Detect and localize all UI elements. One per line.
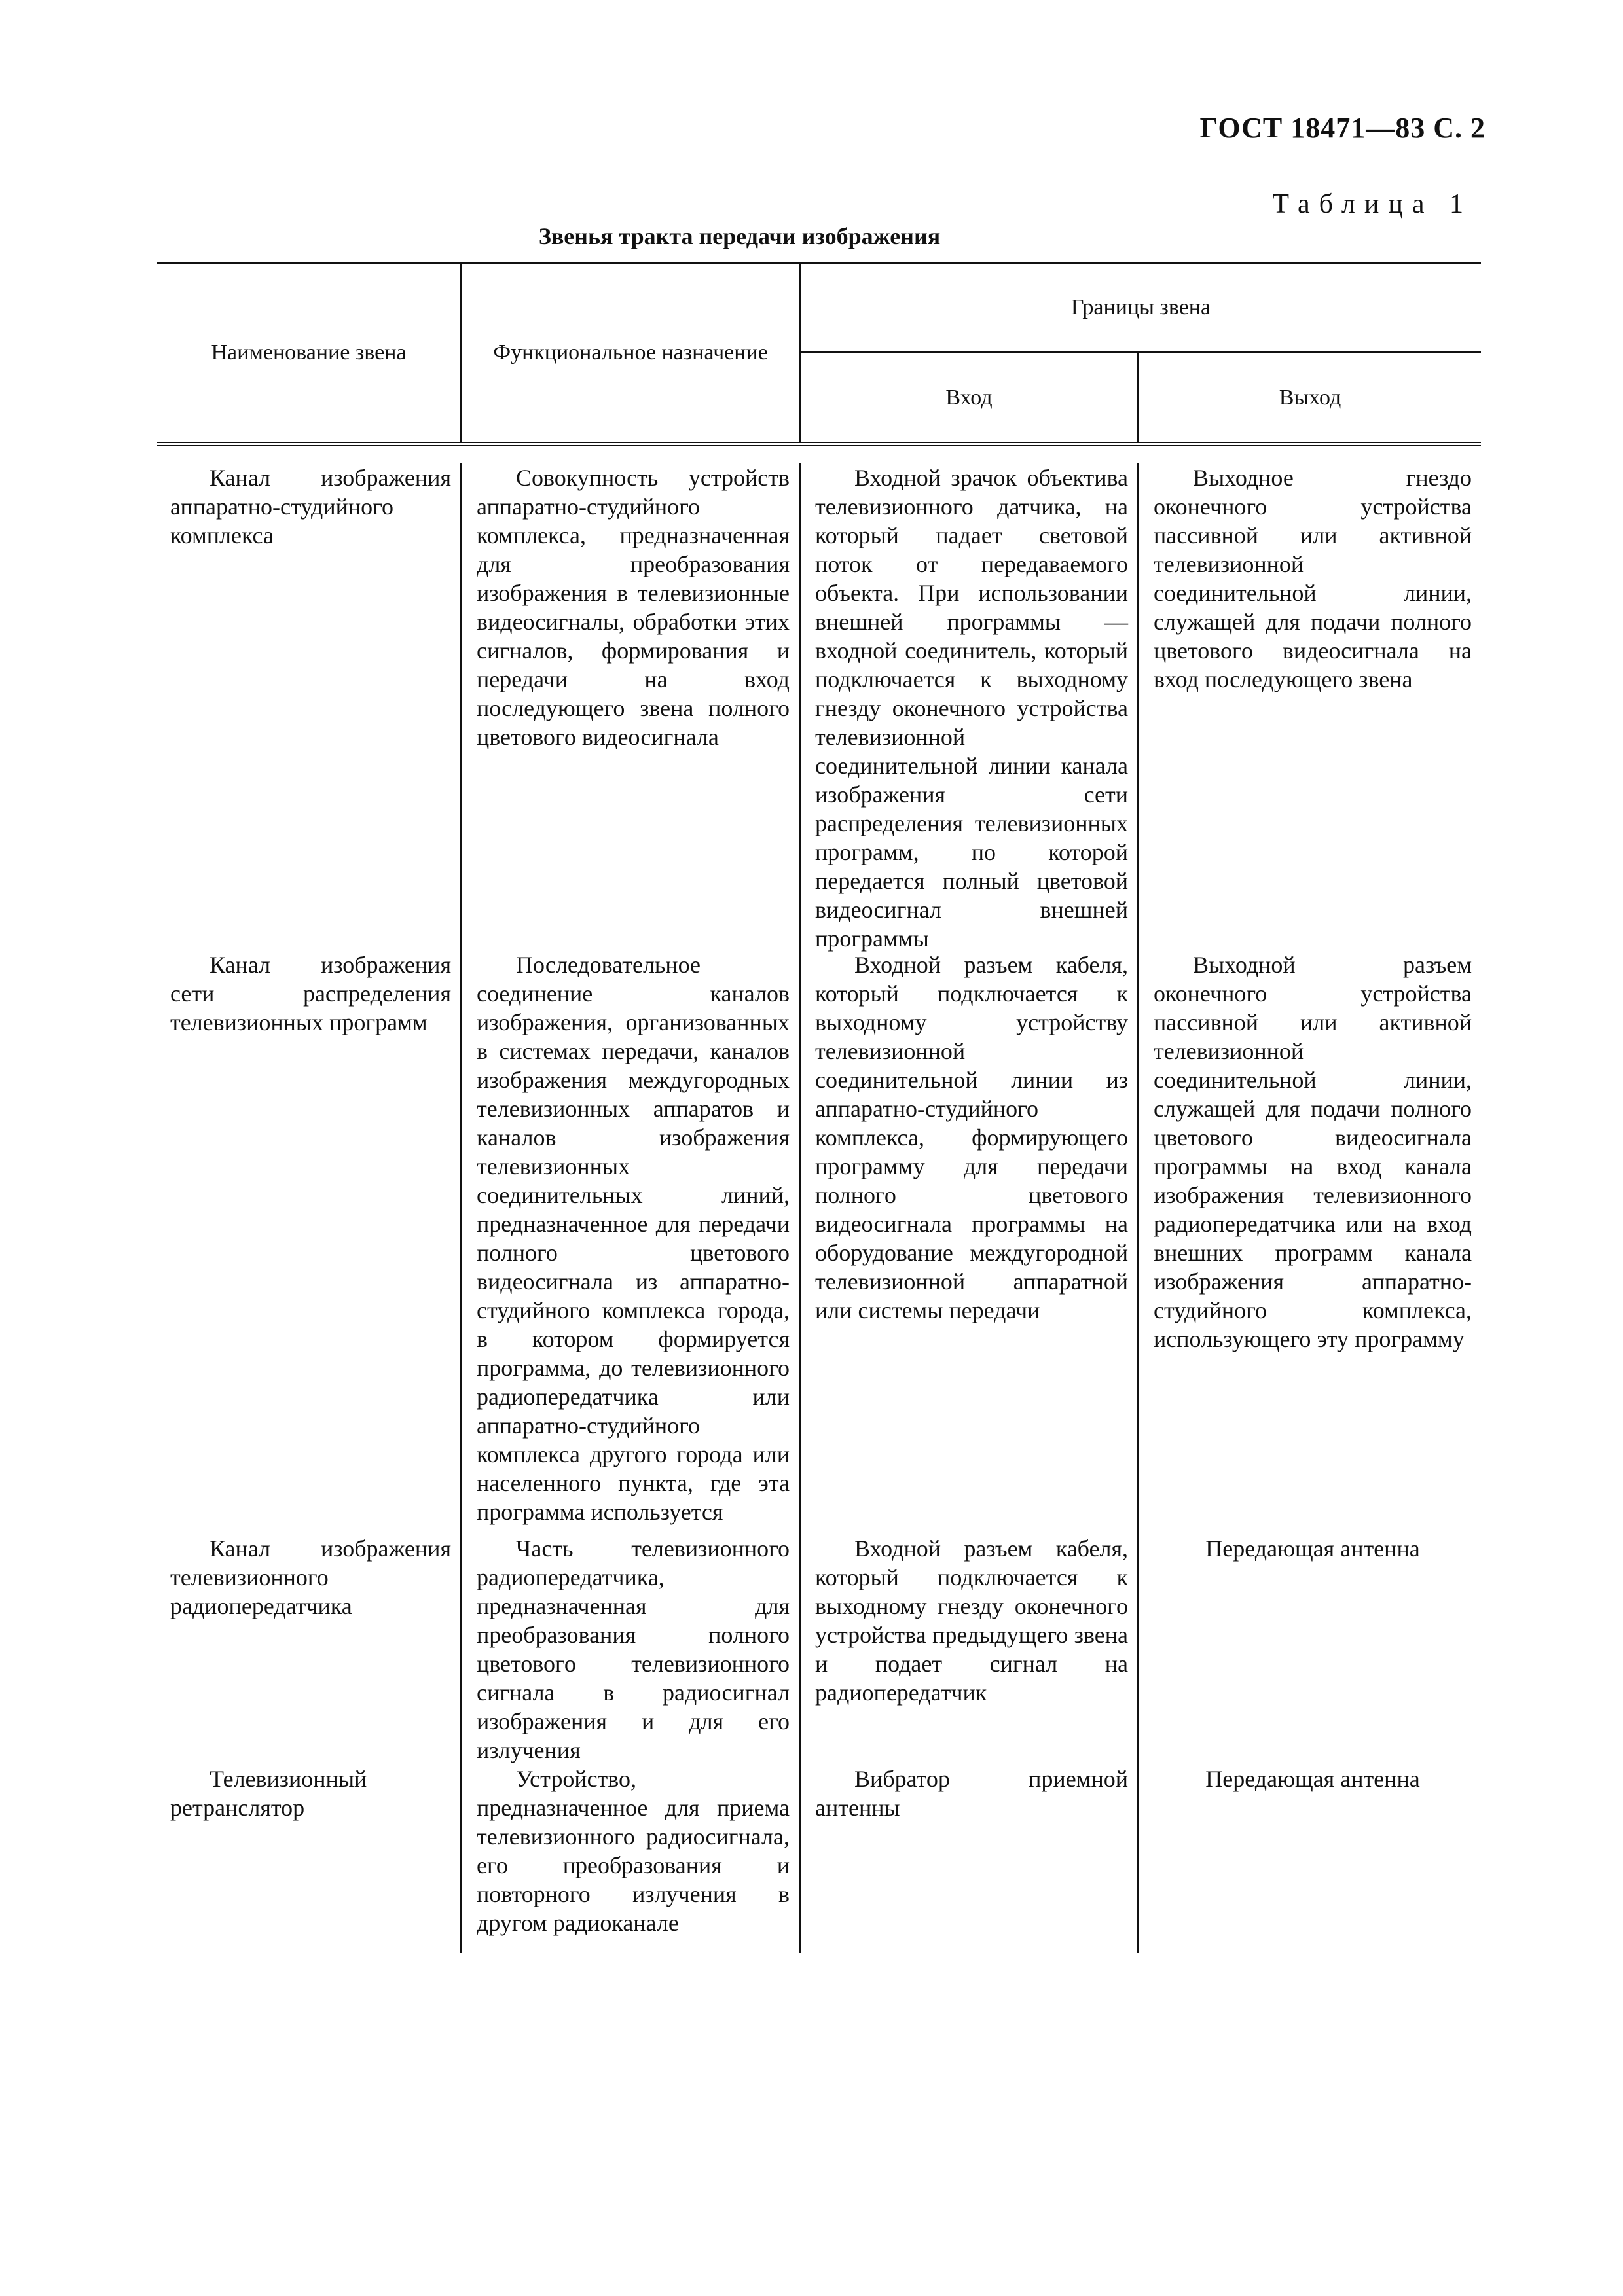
table-title xyxy=(0,223,1623,250)
header-bounds-group xyxy=(801,264,1481,442)
row-function: Часть телевизионного радиопередатчика, предназначенная для преобразования полного цветового телевизионного сигнала в радиосигнал изображения и для его излучения xyxy=(462,1534,801,1765)
header-bounds: Границы звена xyxy=(801,264,1481,353)
header-bounds-sub xyxy=(801,353,1481,442)
table-row xyxy=(157,933,1481,1534)
row-output: Выходное гнездо оконечного устройства пассивной или активной телевизионной соединительной линии, служащей для подачи полного цветового видеосигнала на вход последующего звена xyxy=(1154,465,1472,692)
table-row xyxy=(157,1765,1481,1953)
header-output: Выход xyxy=(1279,385,1341,410)
row-input: Входной разъем кабеля, который подключается к выходному устройству телевизионной соединительной линии из аппаратно-студийного комплекса, формирующего программу для передачи полного цветового видеосигнала программы на оборудование междугородной телевизионной аппаратной или системы передачи xyxy=(801,950,1139,1534)
row-input: Входной зрачок объектива телевизионного датчика, на который падает световой поток от передаваемого объекта. При использовании внешней программы — входной соединитель, который подключается к выходному гнезду оконечного устройства телевизионной соединительной линии канала изображения сети распределения телевизионных программ, по которой передается полный цветовой видеосигнал внешней программы xyxy=(801,463,1139,950)
table-row xyxy=(157,446,1481,950)
table-row xyxy=(157,1534,1481,1765)
row-output: Выходной разъем оконечного устройства пассивной или активной телевизионной соединительной линии, служащей для подачи полного цветового видеосигнала программы на вход канала изображения телевизионного радиопередатчика или на вход внешних программ канала изображения аппаратно-студийного комплекса, использующего эту программу xyxy=(1154,952,1472,1352)
row-function: Последовательное соединение каналов изображения, организованных в системах передачи, каналов изображения междугородных телевизионных аппаратов и каналов изображения телевизионных соединительных линий, предназначенное для передачи полного цветового видеосигнала из аппаратно-студийного комплекса города, в котором формируется программа, до телевизионного радиопередатчика или аппаратно-студийного комплекса другого города или населенного пункта, где эта программа используется xyxy=(462,950,801,1534)
row-name: Канал изображения телевизионного радиопередатчика xyxy=(157,1534,462,1765)
links-table xyxy=(157,262,1481,1953)
row-output: Передающая антенна xyxy=(1205,1766,1420,1792)
row-function: Совокупность устройств аппаратно-студийного комплекса, предназначенная для преобразования изображения в телевизионные видеосигналы, обработки этих сигналов, формирования и передачи на вход последующего звена полного цветового видеосигнала xyxy=(462,463,801,950)
page-header: ГОСТ 18471—83 С. 2 xyxy=(1199,112,1486,144)
header-name: Наименование звена xyxy=(157,264,462,442)
row-name: Канал изображения сети распределения телевизионных программ xyxy=(157,950,462,1534)
row-function: Устройство, предназначенное для приема телевизионного радиосигнала, его преобразования и повторного излучения в другом радиоканале xyxy=(462,1765,801,1953)
table-title-text: Звенья тракта передачи изображения xyxy=(538,223,941,249)
table-header xyxy=(157,262,1481,446)
row-name: Телевизионный ретранслятор xyxy=(157,1765,462,1953)
table-label: Таблица 1 xyxy=(1272,189,1472,219)
header-function: Функциональное назначение xyxy=(462,264,801,442)
row-output: Передающая антенна xyxy=(1205,1535,1420,1562)
row-input: Вибратор приемной антенны xyxy=(801,1765,1139,1953)
header-input: Вход xyxy=(801,353,1139,442)
row-input: Входной разъем кабеля, который подключается к выходному гнезду оконечного устройства предыдущего звена и подает сигнал на радиопередатчик xyxy=(801,1534,1139,1765)
row-name: Канал изображения аппаратно-студийного комплекса xyxy=(157,463,462,950)
